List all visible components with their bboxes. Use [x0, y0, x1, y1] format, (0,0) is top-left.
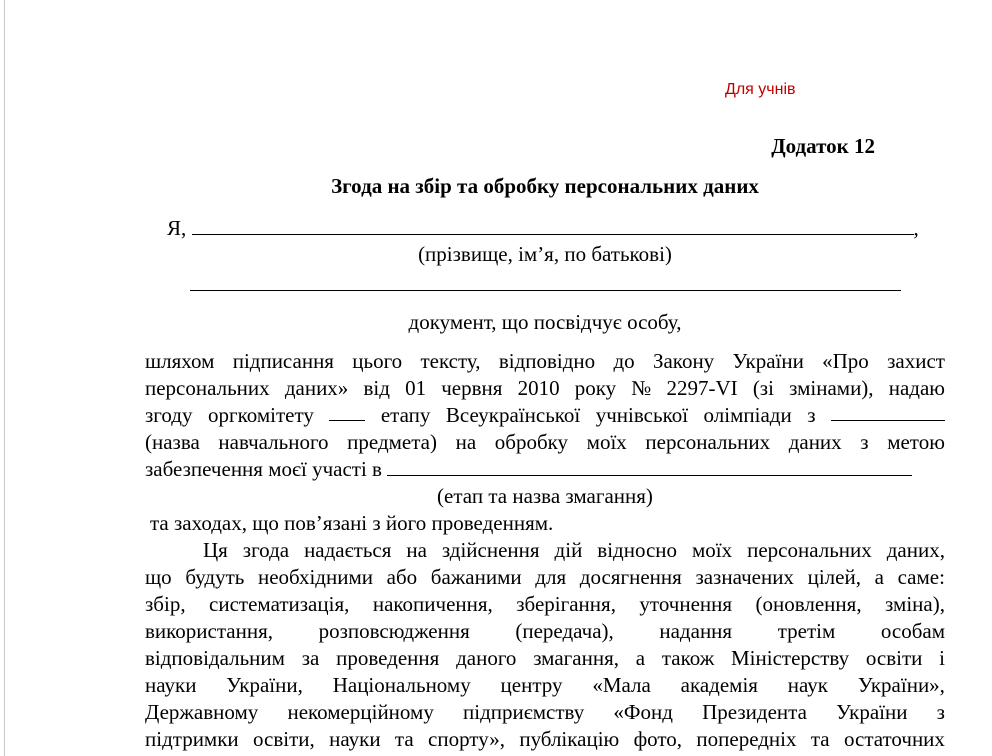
word: тексту,: [420, 349, 481, 373]
word: будуть: [185, 565, 245, 589]
word: підписання: [232, 349, 334, 373]
word: цілей,: [807, 565, 861, 589]
word: науки: [329, 727, 381, 751]
word: проведення: [336, 646, 440, 670]
word: науки: [145, 673, 197, 697]
word: з: [936, 700, 945, 724]
word: за: [301, 646, 320, 670]
word: 2010: [517, 376, 560, 400]
word: досягнення: [579, 565, 682, 589]
word: що: [145, 565, 172, 589]
para2-line-2: [145, 564, 945, 591]
word: даних,: [886, 538, 945, 562]
page-left-edge: [4, 0, 5, 756]
word: України: [836, 700, 908, 724]
word: (оновлення,: [755, 592, 862, 616]
word: здійснення: [441, 538, 540, 562]
word: особам: [880, 619, 945, 643]
stage-blank: [329, 402, 365, 421]
events-line: та заходах, що пов’язані з його проведенням.: [150, 511, 554, 535]
word: (передача),: [515, 619, 614, 643]
word: освіти,: [253, 727, 315, 751]
word: а: [874, 565, 884, 589]
word: наук: [787, 673, 828, 697]
name-line-prefix: Я,: [167, 216, 187, 240]
word: змагання,: [533, 646, 619, 670]
para1-word: етапу: [380, 403, 431, 427]
para1-line-3: [145, 402, 945, 429]
para1-line-5: [145, 456, 945, 483]
word: зазначених: [695, 565, 794, 589]
word: підприємству: [463, 700, 585, 724]
word: та: [394, 727, 414, 751]
para2-line-3: [145, 591, 945, 618]
word: надання: [659, 619, 733, 643]
word: Міністерству: [731, 646, 850, 670]
word: даних: [788, 430, 842, 454]
word: відповідальним: [145, 646, 285, 670]
consent-paragraph: [145, 348, 945, 483]
word: некомерційному: [287, 700, 434, 724]
para1-word: Всеукраїнської: [445, 403, 581, 427]
word: України: [732, 349, 804, 373]
word: відповідно: [498, 349, 596, 373]
word: №: [631, 376, 652, 400]
para1-word: згоду: [145, 403, 193, 427]
word: Державному: [145, 700, 259, 724]
event-blank: [387, 457, 912, 476]
word: збір,: [145, 592, 186, 616]
word: зберігання,: [516, 592, 616, 616]
word: персональних: [747, 538, 872, 562]
word: метою: [887, 430, 945, 454]
word: персональних: [645, 430, 771, 454]
word: України»,: [857, 673, 945, 697]
word: Закону: [652, 349, 715, 373]
para1-word: олімпіади: [703, 403, 792, 427]
document-blank: [190, 272, 901, 291]
word: України,: [226, 673, 303, 697]
word: необхідними: [258, 565, 373, 589]
para2-line-6: [145, 672, 945, 699]
word: академія: [680, 673, 758, 697]
word: даних»: [284, 376, 349, 400]
para2-line-5: [145, 645, 945, 672]
para2-line-1: [145, 537, 945, 564]
word: року: [574, 376, 617, 400]
word: 2297-VI: [666, 376, 738, 400]
word: та: [810, 727, 830, 751]
word: також: [661, 646, 715, 670]
word: публікацію: [519, 727, 620, 751]
word: систематизація,: [209, 592, 350, 616]
word: цього: [352, 349, 403, 373]
name-line-suffix: ,: [913, 216, 919, 240]
word: до: [613, 349, 635, 373]
word: «Про: [822, 349, 869, 373]
subject-blank: [831, 402, 945, 421]
word: (зі: [752, 376, 774, 400]
word: відносно: [597, 538, 678, 562]
word: «Фонд: [613, 700, 673, 724]
word: остаточних: [843, 727, 945, 751]
word: саме:: [897, 565, 945, 589]
word: фото,: [633, 727, 683, 751]
word: змінами),: [789, 376, 874, 400]
word: моїх: [586, 430, 627, 454]
word: надається: [304, 538, 392, 562]
word: обробку: [494, 430, 569, 454]
word: «Мала: [592, 673, 651, 697]
word: від: [363, 376, 390, 400]
para1-word: з: [807, 403, 816, 427]
word: надаю: [888, 376, 945, 400]
para1-line-2: [145, 375, 945, 402]
word: Національному: [332, 673, 471, 697]
word: підтримки: [145, 727, 239, 751]
document-line: [190, 272, 901, 296]
word: використання,: [145, 619, 273, 643]
para1-line-4: [145, 429, 945, 456]
processing-paragraph: [145, 537, 945, 753]
word: Ця: [203, 538, 228, 562]
document-title: Згода на збір та обробку персональних даних: [331, 174, 759, 198]
document-caption: документ, що посвідчує особу,: [408, 310, 682, 334]
word: 01: [405, 376, 427, 400]
annex-heading: Додаток 12: [771, 134, 875, 158]
event-caption: (етап та назва змагання): [437, 484, 653, 508]
para1-line-1: [145, 348, 945, 375]
word: для: [535, 565, 567, 589]
word: бажаними: [430, 565, 522, 589]
word: моїх: [692, 538, 733, 562]
word: (назва: [145, 430, 200, 454]
name-blank: [192, 216, 914, 235]
para1-word: оргкомітету: [207, 403, 314, 427]
word: уточнення: [639, 592, 733, 616]
participation-prefix: забезпечення моєї участі в: [145, 457, 382, 481]
word: третім: [777, 619, 836, 643]
word: на: [406, 538, 427, 562]
word: освіти: [865, 646, 923, 670]
word: захист: [887, 349, 945, 373]
word: дій: [554, 538, 583, 562]
name-line: [167, 216, 919, 240]
word: персональних: [145, 376, 270, 400]
para2-line-8: [145, 726, 945, 753]
word: розповсюдження: [318, 619, 470, 643]
word: або: [386, 565, 418, 589]
word: червня: [441, 376, 503, 400]
word: спорту»,: [428, 727, 505, 751]
word: попередніх: [696, 727, 797, 751]
word: зміна),: [885, 592, 945, 616]
para2-line-7: [145, 699, 945, 726]
word: і: [939, 646, 945, 670]
para1-word: учнівської: [595, 403, 689, 427]
word: з: [860, 430, 869, 454]
word: згода: [242, 538, 290, 562]
name-caption: (прізвище, ім’я, по батькові): [418, 242, 672, 266]
word: центру: [500, 673, 563, 697]
word: даного: [456, 646, 517, 670]
word: предмета): [347, 430, 437, 454]
word: накопичення,: [372, 592, 493, 616]
word: шляхом: [145, 349, 215, 373]
word: Президента: [702, 700, 807, 724]
audience-note: Для учнів: [725, 81, 796, 98]
word: на: [455, 430, 477, 454]
word: а: [635, 646, 646, 670]
word: навчального: [218, 430, 329, 454]
para2-line-4: [145, 618, 945, 645]
